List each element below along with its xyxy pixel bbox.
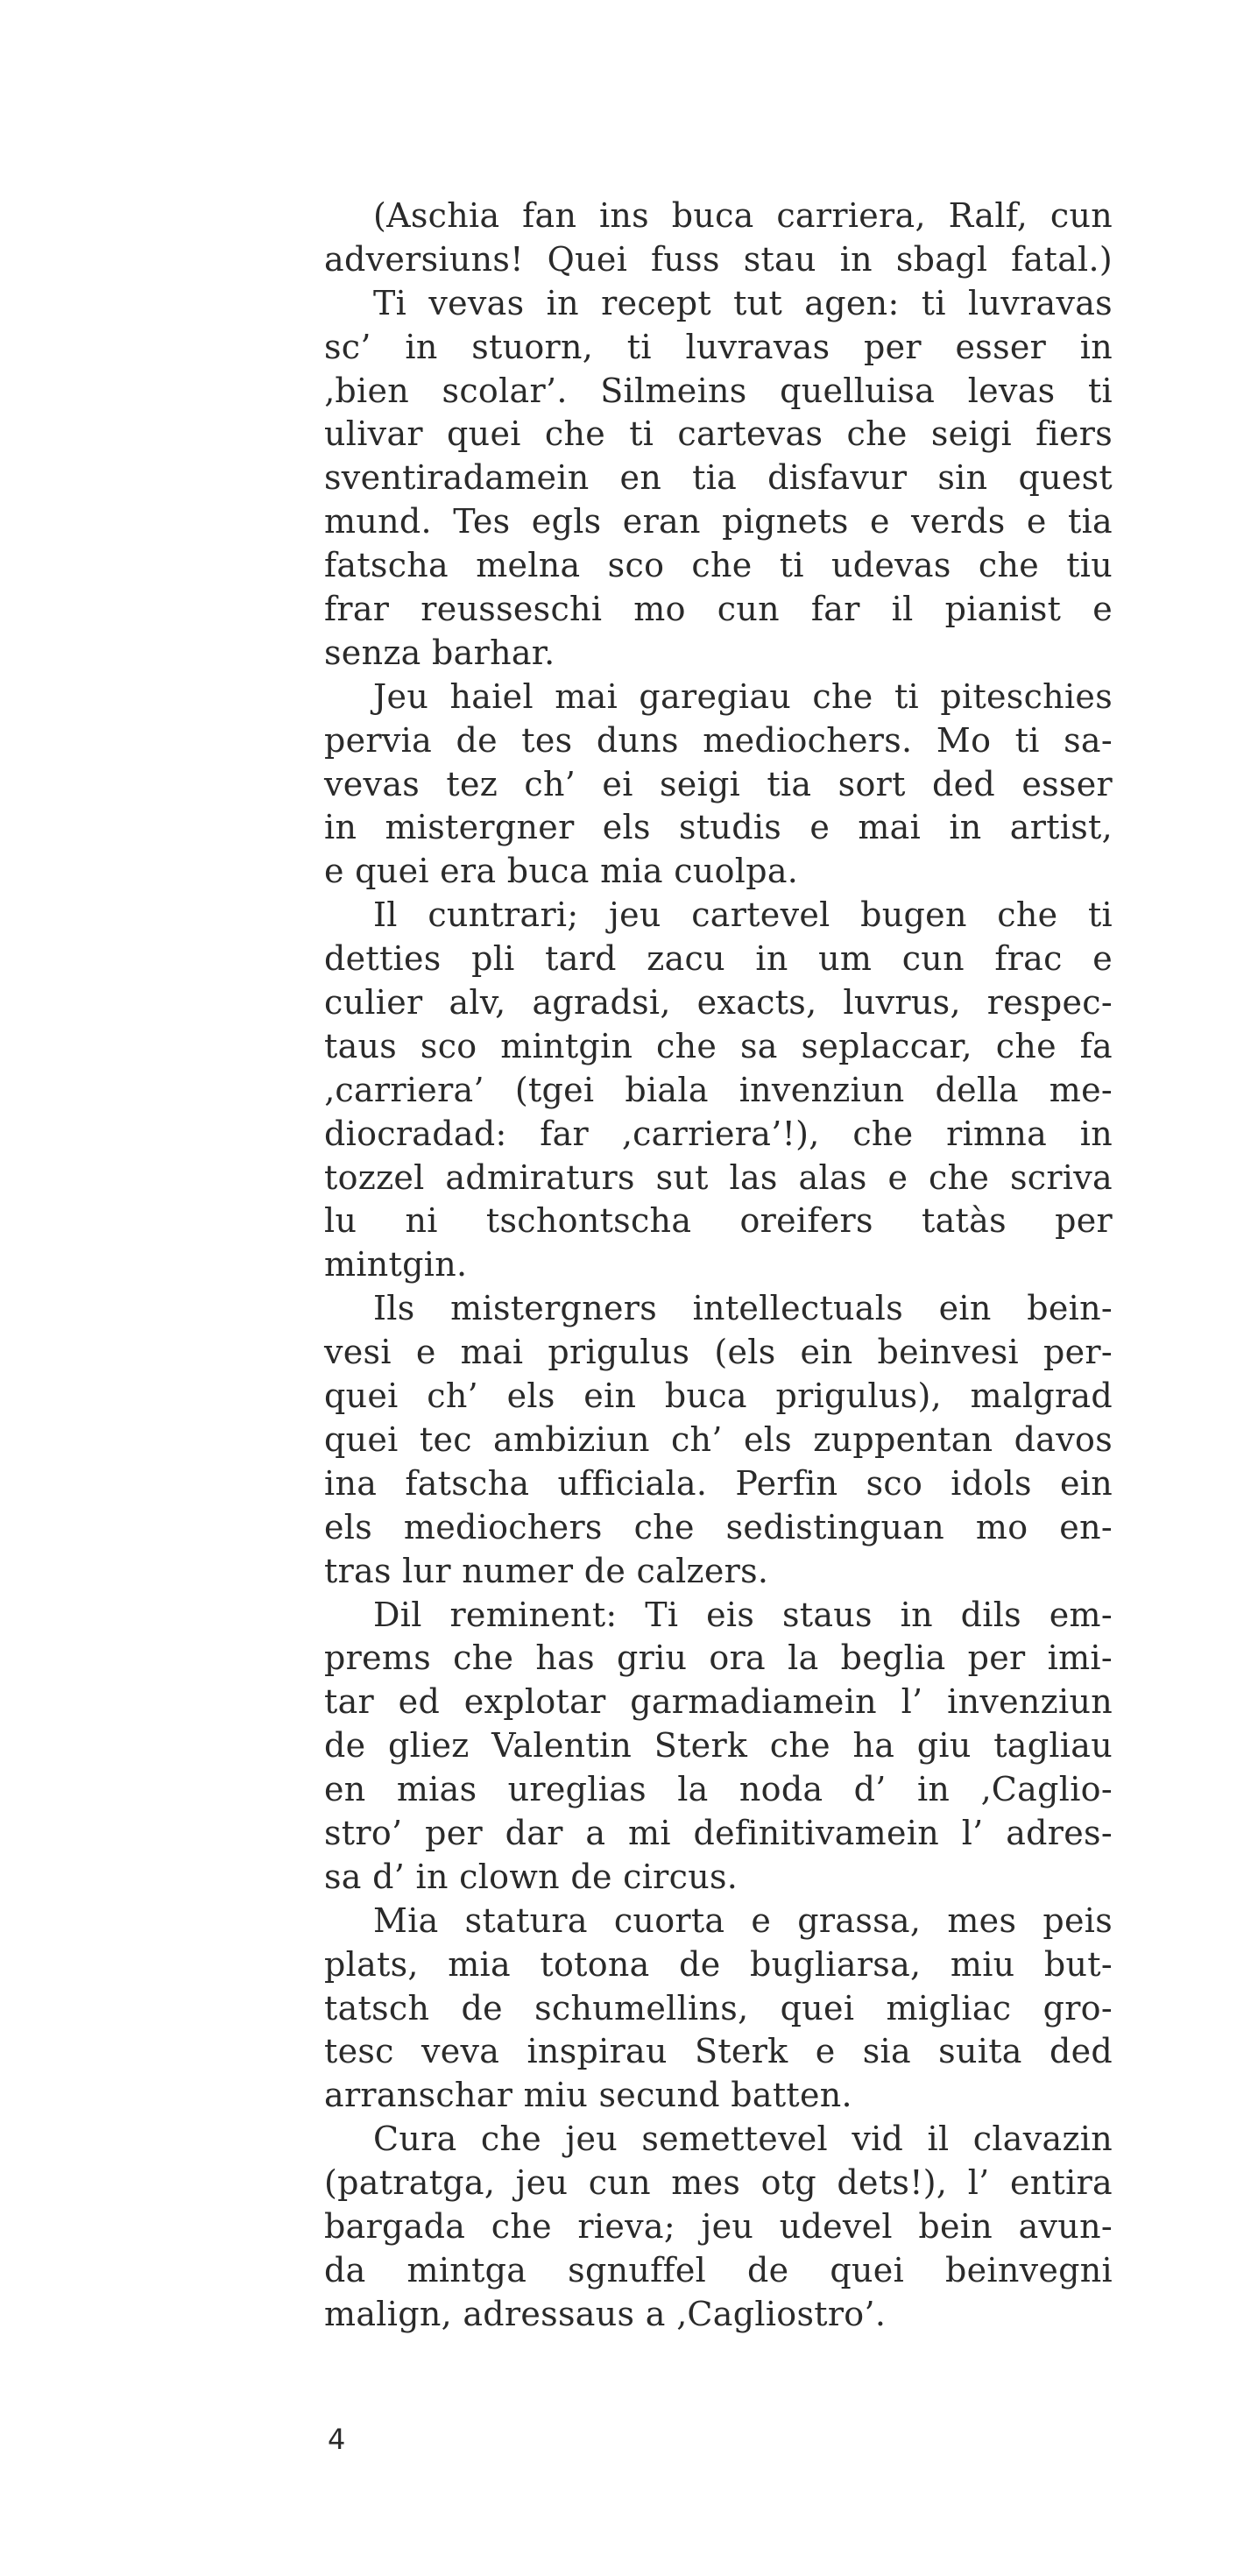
text-line: bargada che rieva; jeu udevel bein avun- [324, 2206, 1113, 2246]
text-line: culier alv, agradsi, exacts, luvrus, respec- [324, 983, 1113, 1023]
text-line: adversiuns! Quei fuss stau in sbagl fatal.) [324, 239, 1113, 279]
text-line: quei tec ambiziun ch’ els zuppentan davos [324, 1419, 1113, 1459]
paragraph-first-line: (Aschia fan ins buca carriera, Ralf, cun [373, 196, 1113, 235]
text-line: tras lur numer de calzers. [324, 1551, 769, 1590]
body-text [324, 195, 1113, 2337]
text-line: detties pli tard zacu in um cun frac e [324, 939, 1113, 979]
text-line: taus sco mintgin che sa seplaccar, che fa [324, 1026, 1113, 1065]
text-line: plats, mia totona de bugliarsa, miu but- [324, 1944, 1113, 1984]
text-line: tesc veva inspirau Sterk e sia suita ded [324, 2032, 1113, 2071]
text-line: tozzel admiraturs sut las alas e che scriva [324, 1157, 1113, 1197]
text-line: (patratga, jeu cun mes otg dets!), l’ entira [324, 2163, 1113, 2203]
paragraph-first-line: Il cuntrari; jeu cartevel bugen che ti [373, 895, 1113, 935]
text-line: tatsch de schumellins, quei migliac gro- [324, 1988, 1113, 2028]
paragraph-first-line: Dil reminent: Ti eis staus in dils em- [373, 1595, 1113, 1634]
page-number: 4 [328, 2423, 346, 2456]
text-line: frar reusseschi mo cun far il pianist e [324, 590, 1113, 629]
text-line: diocradad: far ‚carriera’!), che rimna in [324, 1114, 1113, 1153]
text-line: malign, adressaus a ‚Cagliostro’. [324, 2294, 887, 2333]
text-line: mund. Tes egls eran pignets e verds e tia [324, 502, 1113, 541]
text-line: vesi e mai prigulus (els ein beinvesi per- [324, 1333, 1113, 1372]
text-line: lu ni tschontscha oreifers tatàs per [324, 1201, 1113, 1241]
text-line: quei ch’ els ein buca prigulus), malgrad [324, 1376, 1113, 1416]
text-line: en mias ureglias la noda d’ in ‚Caglio- [324, 1770, 1113, 1809]
text-line: sa d’ in clown de circus. [324, 1857, 739, 1896]
text-line: fatscha melna sco che ti udevas che tiu [324, 546, 1113, 585]
text-line: ulivar quei che ti cartevas che seigi fiers [324, 414, 1113, 454]
text-line: mintgin. [324, 1245, 468, 1284]
text-line: ina fatscha ufficiala. Perfin sco idols ein [324, 1463, 1113, 1503]
text-line: in mistergner els studis e mai in artist, [324, 808, 1113, 847]
text-line: tar ed explotar garmadiamein l’ invenziun [324, 1682, 1113, 1722]
paragraph-first-line: Jeu haiel mai garegiau che ti piteschies [373, 676, 1113, 716]
text-line: ‚bien scolar’. Silmeins quelluisa levas ti [324, 371, 1113, 410]
text-line: els mediochers che sedistinguan mo en- [324, 1507, 1113, 1546]
text-line: vevas tez ch’ ei seigi tia sort ded esser [324, 764, 1113, 803]
text-line: stro’ per dar a mi definitivamein l’ adres- [324, 1813, 1113, 1852]
text-line: senza barhar. [324, 633, 555, 672]
text-line: pervia de tes duns mediochers. Mo ti sa- [324, 720, 1113, 760]
text-line: da mintga sgnuffel de quei beinvegni [324, 2250, 1113, 2289]
paragraph-first-line: Cura che jeu semettevel vid il clavazin [373, 2120, 1113, 2159]
text-line: sventiradamein en tia disfavur sin quest [324, 458, 1113, 498]
paragraph-first-line: Ti vevas in recept tut agen: ti luvravas [373, 283, 1113, 322]
text-line: arranschar miu secund batten. [324, 2076, 852, 2115]
text-line: e quei era buca mia cuolpa. [324, 852, 799, 891]
text-line: de gliez Valentin Sterk che ha giu tagliau [324, 1726, 1113, 1766]
paragraph-first-line: Mia statura cuorta e grassa, mes peis [373, 1900, 1113, 1940]
text-line: prems che has griu ora la beglia per imi- [324, 1638, 1113, 1678]
text-line: ‚carriera’ (tgei biala invenziun della me- [324, 1070, 1113, 1109]
paragraph-first-line: Ils mistergners intellectuals ein bein- [373, 1289, 1113, 1328]
text-line: sc’ in stuorn, ti luvravas per esser in [324, 327, 1113, 366]
